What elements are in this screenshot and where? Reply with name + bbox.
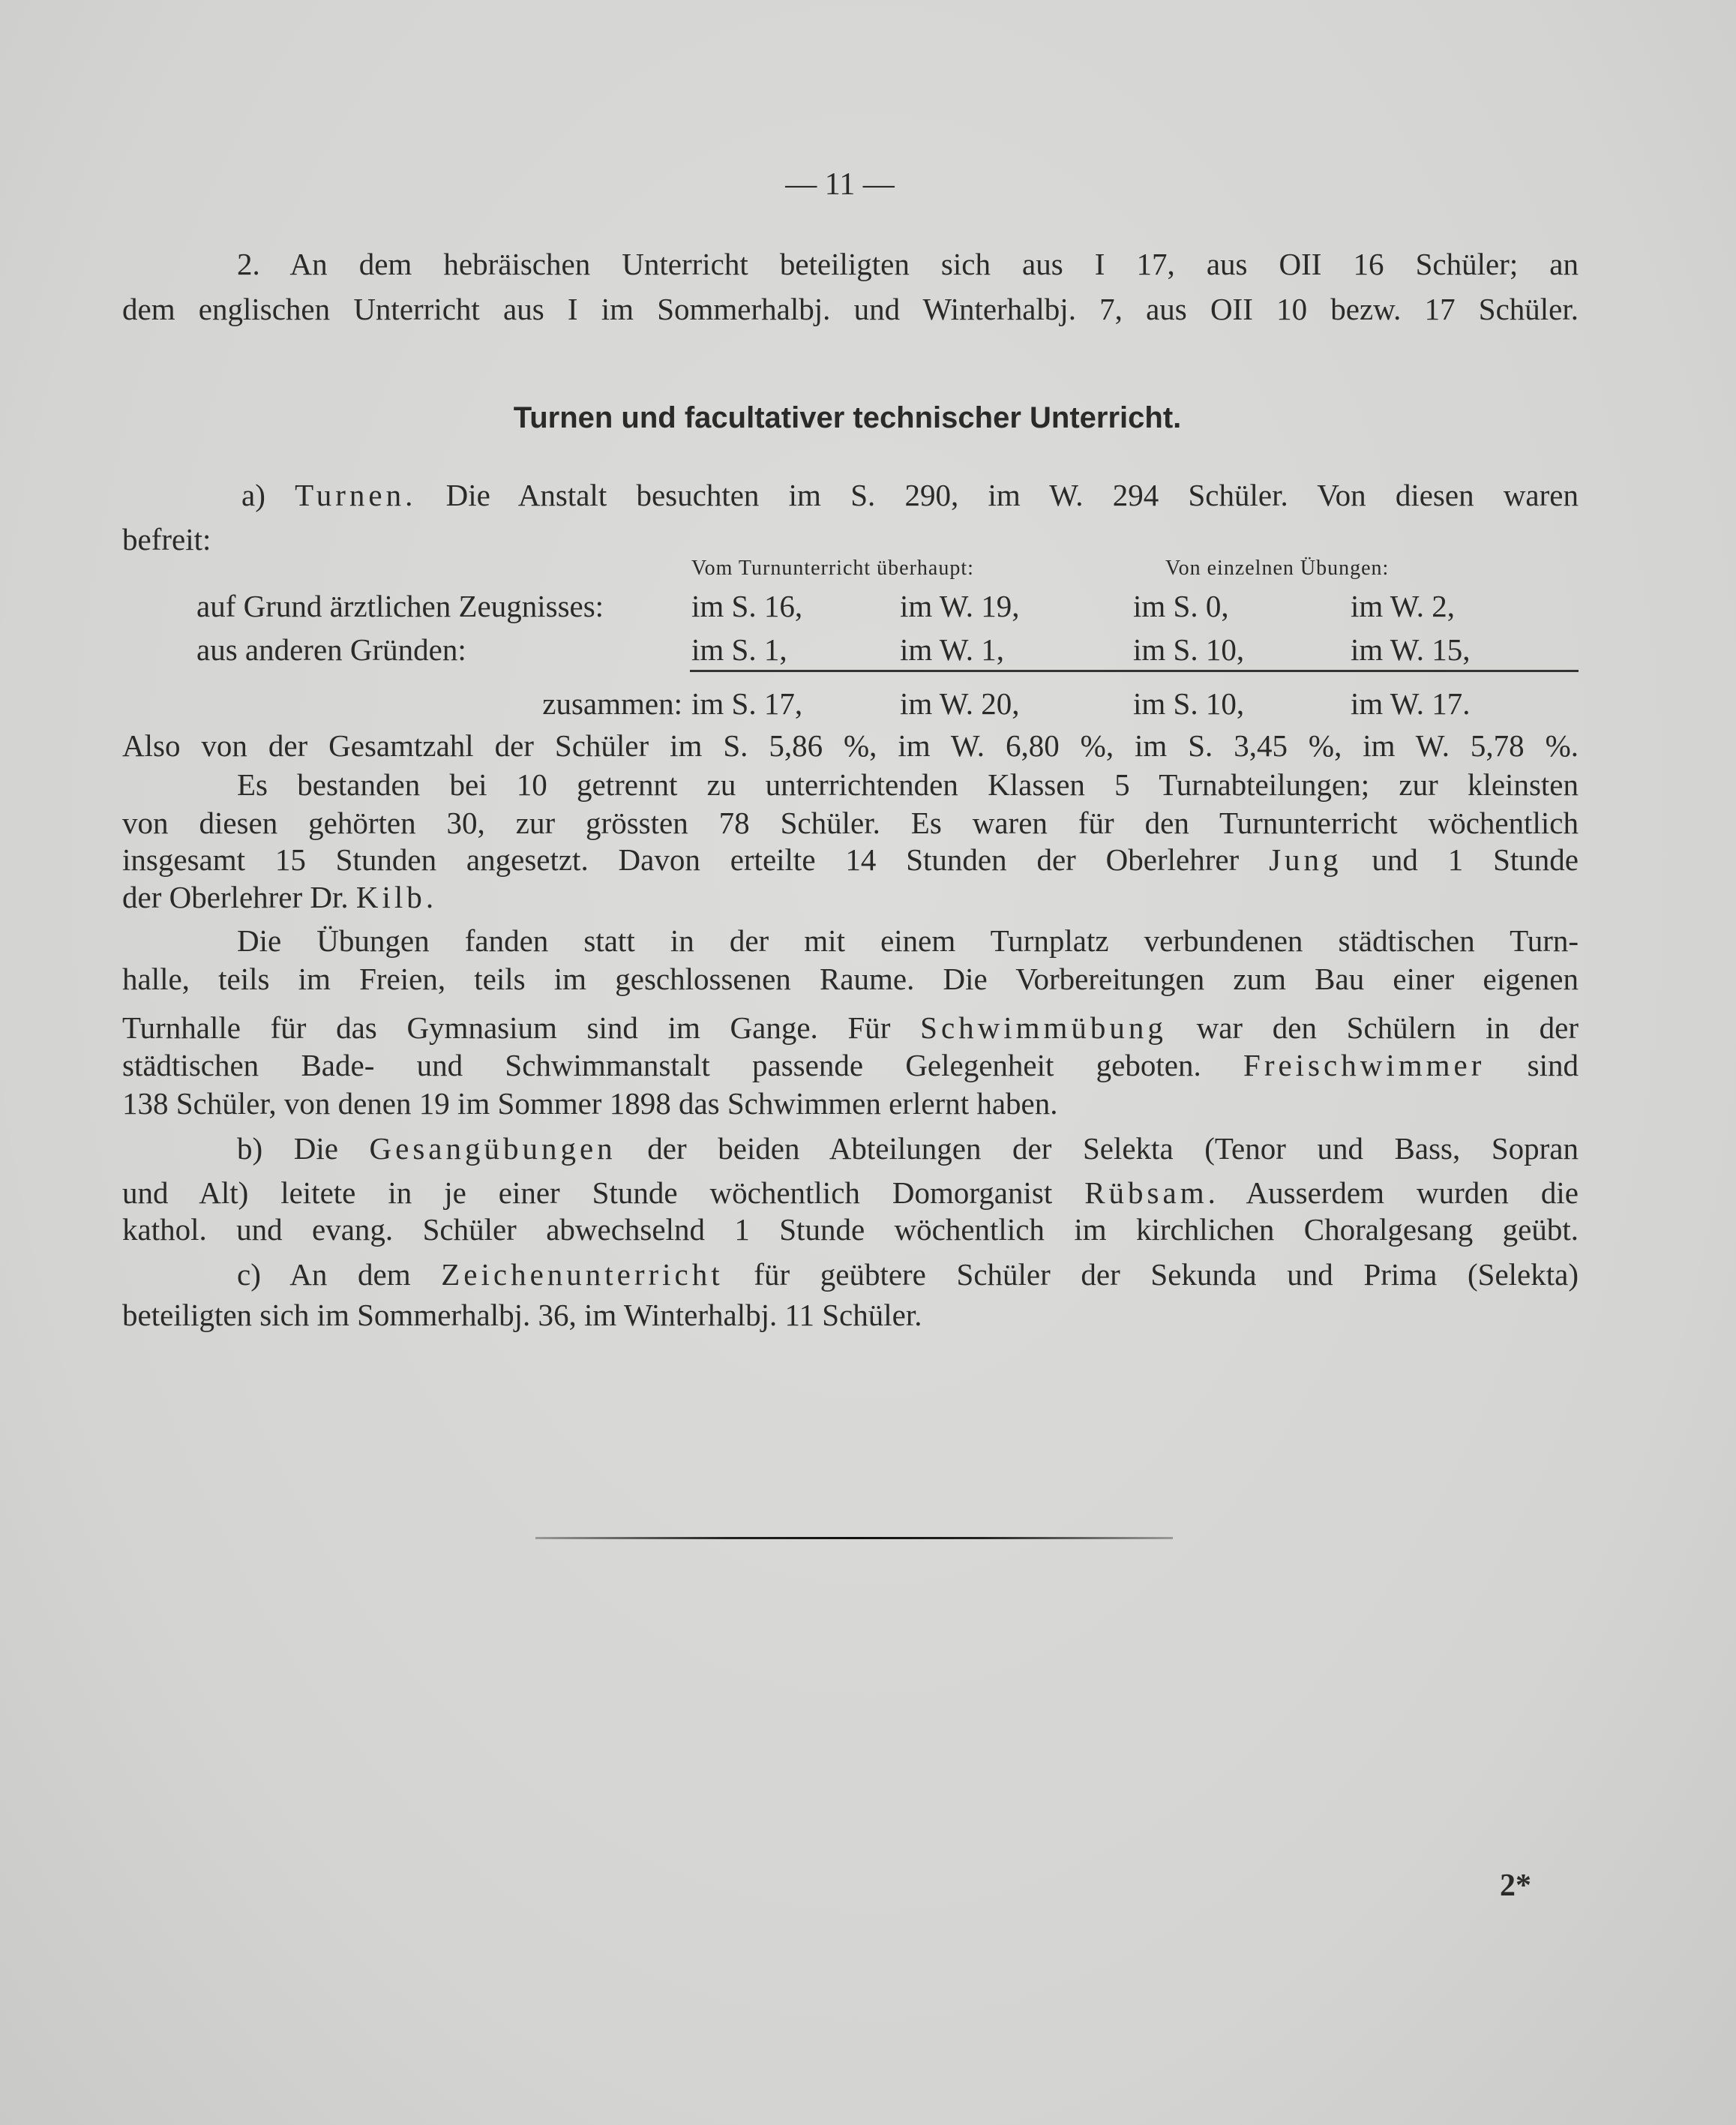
text-segment: c) An dem [237,1257,442,1292]
paragraph-5-line [122,1295,922,1334]
text-segment: Es bestanden bei 10 getrennt zu unterrichtenden Klassen 5 Turnabteilungen; zur kleinsten [237,767,1579,802]
paragraph-4-line [122,1173,1579,1212]
paragraph-2-line [237,765,1579,804]
table-cell: im W. 17. [1351,686,1471,721]
total-label: zusammen: [542,686,682,721]
text-segment: war den Schülern in der [1166,1010,1579,1045]
table-header-total: Vom Turnunterricht überhaupt: [691,557,974,580]
text-segment: und Alt) leitete in je einer Stunde wöchentlich Domorganist [122,1175,1085,1210]
text-segment: der Oberlehrer Dr. [122,880,356,914]
table-cell: im S. 16, [691,589,803,623]
table-cell: im W. 2, [1351,589,1455,623]
paragraph-2-line [122,803,1579,842]
text-segment: von diesen gehörten 30, zur grössten 78 Schüler. Es waren für den Turnunterricht wöchentlich [122,806,1579,840]
paragraph-2-line [122,878,433,917]
paragraph-3-line [122,1008,1579,1047]
turnen-intro-line [122,520,211,559]
table-header-partial: Von einzelnen Übungen: [1165,557,1390,580]
paragraph-5-line [237,1255,1579,1294]
text-segment: Also von der Gesamtzahl der Schüler im S. 5,86 %, im W. 6,80 %, im S. 3,45 %, im W. 5,78 %. [122,728,1579,763]
spaced-emphasis: Jung [1269,842,1342,877]
text-segment: Die Anstalt besuchten im S. 290, im W. 294 Schüler. Von diesen waren [416,478,1579,512]
paragraph-3-line [122,1046,1579,1085]
paragraph-1-line [122,290,1579,329]
text-segment: . Ausserdem wurden die [1207,1175,1579,1210]
closing-rule [535,1537,1173,1539]
text-segment: beteiligten sich im Sommerhalbj. 36, im Winterhalbj. 11 Schüler. [122,1298,922,1332]
paragraph-3-line [237,921,1579,960]
text-segment: dem englischen Unterricht aus I im Sommerhalbj. und Winterhalbj. 7, aus OII 10 bezw. 17 Schüler. [122,292,1579,326]
table-cell: im S. 1, [691,632,787,667]
text-segment: . [425,880,434,914]
paragraph-4-line [237,1129,1579,1168]
text-segment: und 1 Stunde [1342,842,1579,877]
text-segment: b) Die [237,1131,370,1166]
text-segment: der beiden Abteilungen der Selekta (Tenor und Bass, Sopran [616,1131,1579,1166]
page-number: — 11 — [785,167,895,202]
paragraph-3-line [122,959,1579,998]
table-cell: im W. 20, [900,686,1020,721]
text-segment: Die Übungen fanden statt in der mit einem Turnplatz verbundenen städtischen Turn- [237,923,1579,958]
table-cell: im W. 1, [900,632,1004,667]
text-segment: befreit: [122,522,211,557]
text-segment: für geübtere Schüler der Sekunda und Prima (Selekta) [723,1257,1579,1292]
table-cell: im W. 15, [1351,632,1471,667]
text-segment: 138 Schüler, von denen 19 im Sommer 1898 das Schwimmen erlernt haben. [122,1086,1058,1121]
spaced-emphasis: Schwimmübung [920,1010,1167,1045]
text-segment: sind [1485,1048,1579,1082]
spaced-emphasis: Turnen. [295,478,417,512]
table-cell: im S. 17, [691,686,803,721]
text-segment: Turnhalle für das Gymnasium sind im Gange. Für [122,1010,921,1045]
text-segment: a) [241,478,295,512]
spaced-emphasis: Gesangübungen [369,1131,616,1166]
percent-line-line [122,726,1579,765]
table-cell: im S. 10, [1133,686,1245,721]
paragraph-1-line [237,245,1579,284]
row-label: auf Grund ärztlichen Zeugnisses: [196,589,604,623]
table-cell: im S. 0, [1133,589,1229,623]
row-label: aus anderen Gründen: [196,632,466,667]
sum-rule [690,670,1579,672]
table-cell: im S. 10, [1133,632,1245,667]
paragraph-2-line [122,840,1579,879]
signature-mark: 2* [1500,1868,1531,1903]
table-cell: im W. 19, [900,589,1020,623]
spaced-emphasis: Kilb [355,880,426,914]
spaced-emphasis: Zeichenunterricht [441,1257,724,1292]
paragraph-4-line [122,1210,1579,1249]
text-segment: städtischen Bade- und Schwimmanstalt passende Gelegenheit geboten. [122,1048,1244,1082]
text-segment: insgesamt 15 Stunden angesetzt. Davon erteilte 14 Stunden der Oberlehrer [122,842,1270,877]
spaced-emphasis: Rübsam [1084,1175,1208,1210]
section-heading: Turnen und facultativer technischer Unterricht. [513,401,1182,434]
text-segment: 2. An dem hebräischen Unterricht beteiligten sich aus I 17, aus OII 16 Schüler; an [237,247,1579,281]
text-segment: kathol. und evang. Schüler abwechselnd 1 Stunde wöchentlich im kirchlichen Choralgesang geübt. [122,1212,1579,1247]
paragraph-3-line [122,1084,1057,1123]
turnen-intro-line [241,476,1579,515]
text-segment: halle, teils im Freien, teils im geschlossenen Raume. Die Vorbereitungen zum Bau einer eigenen [122,962,1579,996]
spaced-emphasis: Freischwimmer [1243,1048,1486,1082]
